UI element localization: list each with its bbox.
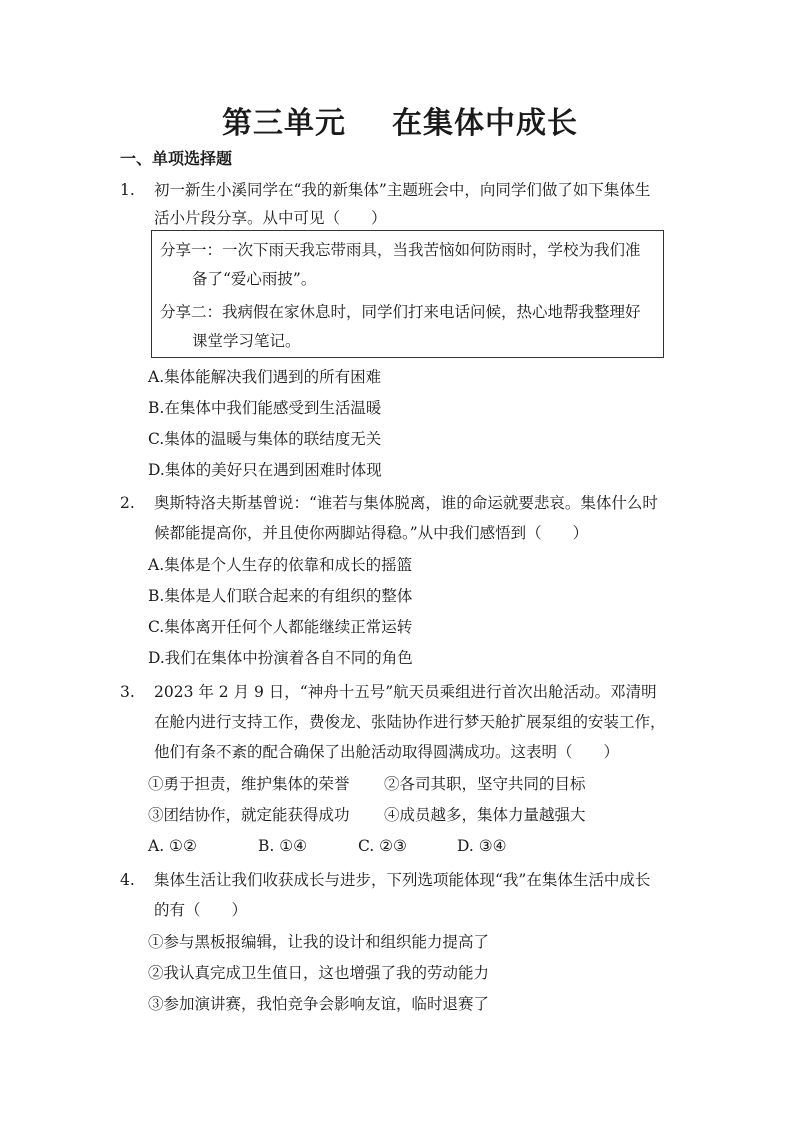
question-1-option-d[interactable]: D.集体的美好只在遇到困难时体现 <box>148 461 382 479</box>
question-2-stem-line-1: 奥斯特洛夫斯基曾说：“谁若与集体脱离，谁的命运就要悲哀。集体什么时 <box>154 494 658 512</box>
question-1-stem-line-2: 活小片段分享。从中可见（ ） <box>154 209 387 227</box>
question-2-option-d[interactable]: D.我们在集体中扮演着各自不同的角色 <box>148 649 413 667</box>
question-4-stem-line-1: 集体生活让我们收获成长与进步，下列选项能体现“我”在集体生活中成长 <box>154 871 651 889</box>
question-4-number: 4. <box>120 871 135 889</box>
question-4-stem-line-2: 的有（ ） <box>154 901 248 919</box>
question-3-stem-line-3: 他们有条不紊的配合确保了出舱活动取得圆满成功。这表明（ ） <box>154 743 620 761</box>
question-2-option-a[interactable]: A.集体是个人生存的依靠和成长的摇篮 <box>148 556 413 574</box>
question-3-statement-4: ④成员越多，集体力量越强大 <box>384 806 586 824</box>
question-3-option-b[interactable]: B. ①④ <box>258 837 308 855</box>
question-2-number: 2. <box>120 494 135 512</box>
question-1-option-c[interactable]: C.集体的温暖与集体的联结度无关 <box>148 430 382 448</box>
question-1-number: 1. <box>120 181 135 199</box>
question-4-statement-3: ③参加演讲赛，我怕竞争会影响友谊，临时退赛了 <box>148 995 490 1013</box>
share-box-line-2: 备了“爱心雨披”。 <box>192 270 317 288</box>
question-4-statement-1: ①参与黑板报编辑，让我的设计和组织能力提高了 <box>148 933 490 951</box>
question-4-statement-2: ②我认真完成卫生值日，这也增强了我的劳动能力 <box>148 964 490 982</box>
title-unit: 第三单元 <box>222 106 346 141</box>
question-1-stem-line-1: 初一新生小溪同学在“我的新集体”主题班会中，向同学们做了如下集体生 <box>154 181 651 199</box>
title-topic: 在集体中成长 <box>392 106 578 141</box>
question-3-option-a[interactable]: A. ①② <box>148 837 197 855</box>
share-box-line-4: 课堂学习笔记。 <box>192 332 301 350</box>
question-2-option-c[interactable]: C.集体离开任何个人都能继续正常运转 <box>148 618 413 636</box>
question-3-option-c[interactable]: C. ②③ <box>358 837 407 855</box>
question-3-number: 3. <box>120 683 135 701</box>
question-2-option-b[interactable]: B.集体是人们联合起来的有组织的整体 <box>148 587 413 605</box>
section-heading: 一、单项选择题 <box>120 149 233 168</box>
page-title <box>0 98 800 142</box>
question-3-option-d[interactable]: D. ③④ <box>457 837 507 855</box>
question-3-statement-2: ②各司其职，坚守共同的目标 <box>384 775 586 793</box>
share-box-line-1: 分享一：一次下雨天我忘带雨具，当我苦恼如何防雨时，学校为我们准 <box>160 241 641 259</box>
question-2-stem-line-2: 候都能提高你，并且使你两脚站得稳。”从中我们感悟到（ ） <box>154 524 589 542</box>
question-1-option-b[interactable]: B.在集体中我们能感受到生活温暖 <box>148 399 382 417</box>
question-3-statement-3: ③团结协作，就定能获得成功 <box>148 806 350 824</box>
share-box-line-3: 分享二：我病假在家休息时，同学们打来电话问候，热心地帮我整理好 <box>160 303 641 321</box>
question-3-statement-1: ①勇于担责，维护集体的荣誉 <box>148 775 350 793</box>
question-3-stem-line-2: 在舱内进行支持工作，费俊龙、张陆协作进行梦天舱扩展泵组的安装工作， <box>154 713 666 731</box>
question-3-stem-line-1: 2023 年 2 月 9 日，“神舟十五号”航天员乘组进行首次出舱活动。邓清明 <box>154 683 657 701</box>
question-1-option-a[interactable]: A.集体能解决我们遇到的所有困难 <box>148 368 382 386</box>
